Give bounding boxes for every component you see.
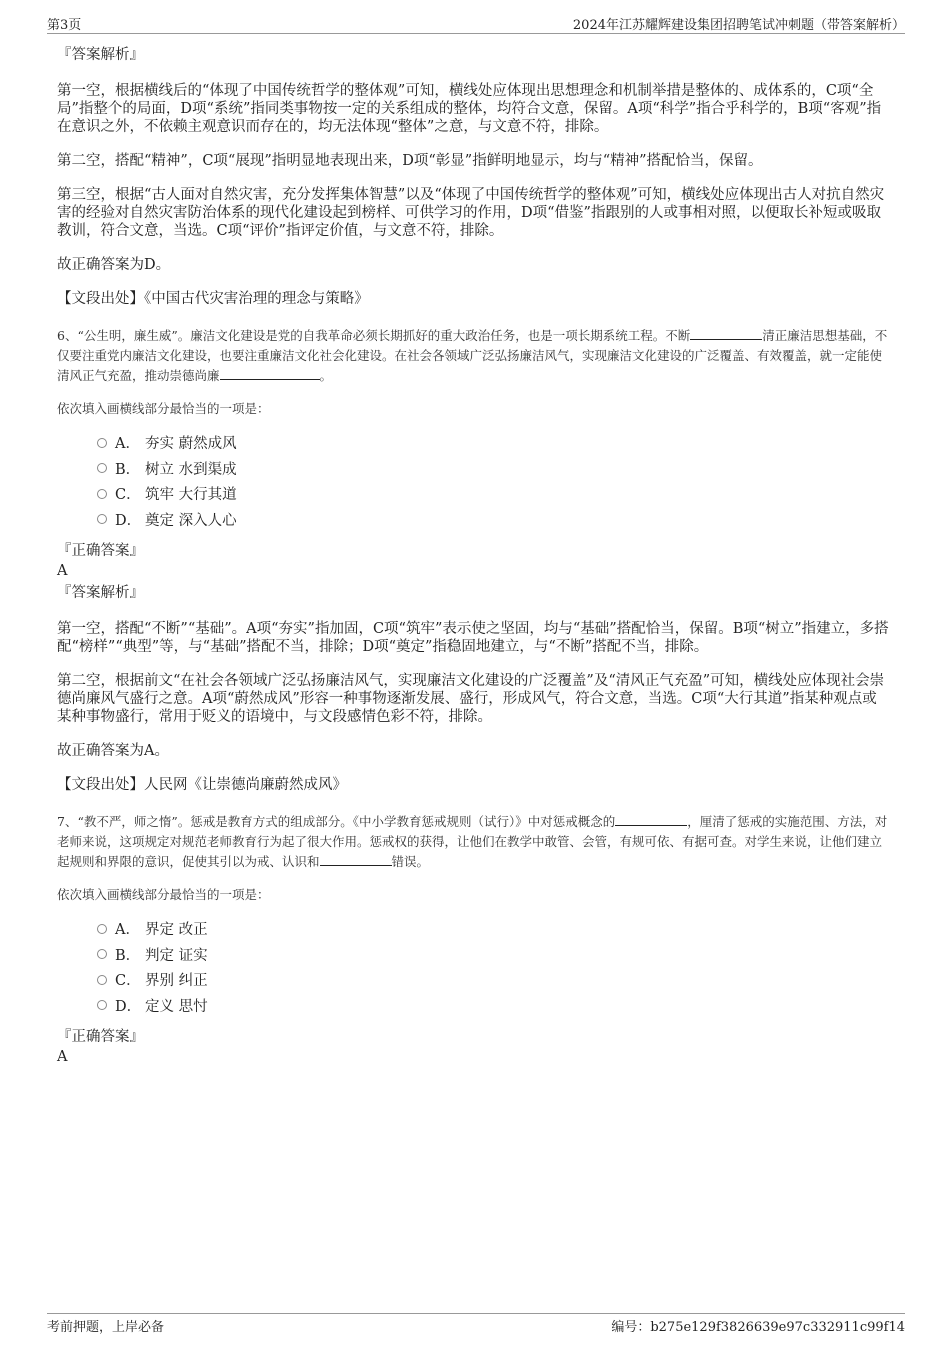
radio-icon[interactable] xyxy=(97,438,107,448)
analysis-paragraph: 第三空，根据“古人面对自然灾害，充分发挥集体智慧”以及“体现了中国传统哲学的整体观”可知，横线处应体现出古人对抗自然灾害的经验对自然灾害防治体系的现代化建设起到榜样、可供学习的作用，D项“借鉴”指跟别的人或事相对照，以便取长补短或吸取教训，符合文意，当选。C项“评价”指评定价值，与文意不符，排除。 xyxy=(57,187,885,239)
document-title: 2024年江苏耀辉建设集团招聘笔试冲刺题（带答案解析） xyxy=(572,18,905,33)
analysis-paragraph: 第二空，搭配“精神”，C项“展现”指明显地表现出来，D项“彰显”指鲜明地显示，均与“精神”搭配恰当，保留。 xyxy=(57,153,763,169)
radio-icon[interactable] xyxy=(97,489,107,499)
option-a[interactable]: A． 界定 改正 xyxy=(97,918,889,944)
option-list xyxy=(97,918,889,1020)
analysis-paragraph: 第一空，搭配“不断”“基础”。A项“夯实”指加固，C项“筑牢”表示使之坚固，均与“基础”搭配恰当，保留。B项“树立”指建立，多搭配“榜样”“典型”等，与“基础”搭配不当，排除；D项“奠定”指稳固地建立，与“不断”搭配不当，排除。 xyxy=(57,621,889,655)
source-note: 【文段出处】人民网《让崇德尚廉蔚然成风》 xyxy=(57,777,347,793)
analysis-label: 『答案解析』 xyxy=(57,585,144,601)
radio-icon[interactable] xyxy=(97,949,107,959)
option-a[interactable]: A． 夯实 蔚然成风 xyxy=(97,432,889,458)
source-note: 【文段出处】《中国古代灾害治理的理念与策略》 xyxy=(57,291,369,307)
page-content xyxy=(57,44,889,1066)
radio-icon[interactable] xyxy=(97,924,107,934)
fill-blank xyxy=(320,853,392,866)
fill-blank xyxy=(220,367,320,380)
correct-answer-label: 『正确答案』 xyxy=(57,1029,144,1045)
radio-icon[interactable] xyxy=(97,975,107,985)
correct-answer: A xyxy=(57,563,68,579)
conclusion: 故正确答案为D。 xyxy=(57,257,171,273)
correct-answer: A xyxy=(57,1049,68,1065)
fill-blank xyxy=(690,327,762,340)
question-prompt: 依次填入画横线部分最恰当的一项是： xyxy=(57,887,270,902)
option-d[interactable]: D． 定义 思忖 xyxy=(97,995,889,1021)
question-prompt: 依次填入画横线部分最恰当的一项是： xyxy=(57,401,270,416)
option-list xyxy=(97,432,889,534)
conclusion: 故正确答案为A。 xyxy=(57,743,169,759)
question-6-text: 6、“公生明，廉生威”。廉洁文化建设是党的自我革命必须长期抓好的重大政治任务，也是一项长期系统工程。不断 清正廉洁思想基础，不仅要注重党内廉洁文化建设，也要注重廉洁文化社会化建设。在社会各领域广泛弘扬廉洁风气，实现廉洁文化建设的广泛覆盖、有效覆盖，就一定能使清风正气充盈，推动崇德尚廉 。 xyxy=(57,328,888,383)
analysis-label: 『答案解析』 xyxy=(57,47,144,63)
radio-icon[interactable] xyxy=(97,514,107,524)
correct-answer-label: 『正确答案』 xyxy=(57,543,144,559)
page-footer xyxy=(47,1313,905,1335)
question-7-text: 7、“教不严，师之惰”。惩戒是教育方式的组成部分。《中小学教育惩戒规则（试行）》中对惩戒概念的 ，厘清了惩戒的实施范围、方法，对老师来说，这项规定对规范老师教育行为起了很大作用。惩戒权的获得，让他们在教学中敢管、会管，有规可依、有据可查。对学生来说，让他们建立起规则和界限的意识，促使其引以为戒、认识和 错误。 xyxy=(57,814,888,869)
option-b[interactable]: B． 树立 水到渠成 xyxy=(97,458,889,484)
radio-icon[interactable] xyxy=(97,463,107,473)
page-number: 第3页 xyxy=(47,18,82,33)
option-c[interactable]: C． 界别 纠正 xyxy=(97,969,889,995)
page-header xyxy=(47,14,905,34)
fill-blank xyxy=(615,813,687,826)
footer-slogan: 考前押题，上岸必备 xyxy=(47,1320,165,1335)
option-b[interactable]: B． 判定 证实 xyxy=(97,944,889,970)
option-c[interactable]: C． 筑牢 大行其道 xyxy=(97,483,889,509)
radio-icon[interactable] xyxy=(97,1000,107,1010)
document-id: 编号：b275e129f3826639e97c332911c99f14 xyxy=(611,1320,905,1335)
option-d[interactable]: D． 奠定 深入人心 xyxy=(97,509,889,535)
analysis-paragraph: 第一空，根据横线后的“体现了中国传统哲学的整体观”可知，横线处应体现出思想理念和机制举措是整体的、成体系的，C项“全局”指整个的局面，D项“系统”指同类事物按一定的关系组成的整体，均符合文意，保留。A项“科学”指合乎科学的，B项“客观”指在意识之外，不依赖主观意识而存在的，均无法体现“整体”之意，与文意不符，排除。 xyxy=(57,83,882,135)
analysis-paragraph: 第二空，根据前文“在社会各领域广泛弘扬廉洁风气，实现廉洁文化建设的广泛覆盖”及“清风正气充盈”可知，横线处应体现社会崇德尚廉风气盛行之意。A项“蔚然成风”形容一种事物逐渐发展、盛行，形成风气，符合文意，当选。C项“大行其道”指某种观点或某种事物盛行，常用于贬义的语境中，与文段感情色彩不符，排除。 xyxy=(57,673,885,725)
